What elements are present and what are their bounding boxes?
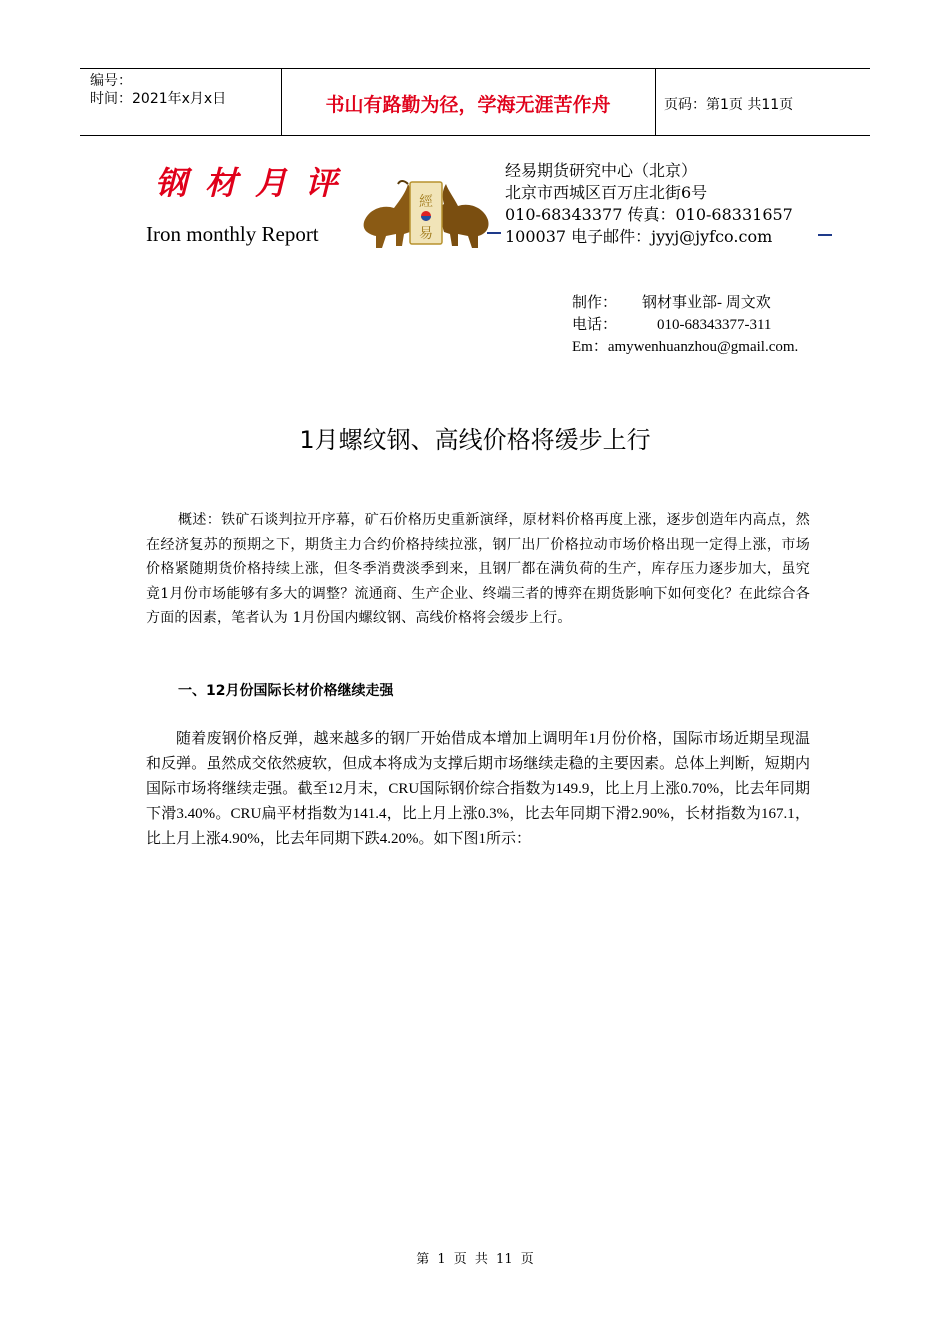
header-top-border <box>80 68 870 69</box>
logo-char-1: 經 <box>419 194 433 210</box>
contact-line-email: 100037 电子邮件：jyyj@jyfco.com <box>505 227 773 246</box>
section-heading: 一、12月份国际长材价格继续走强 <box>178 683 394 699</box>
contact-line-org: 经易期货研究中心（北京） <box>505 161 698 180</box>
email-label: Em： <box>572 339 608 355</box>
logo-char-2: 易 <box>419 226 433 242</box>
header-bottom-border <box>80 135 870 136</box>
document-title: 1月螺纹钢、高线价格将缓步上行 <box>299 426 651 454</box>
header-date-label: 时间：2021年x月x日 <box>90 91 227 107</box>
header-motto: 书山有路勤为径，学海无涯苦作舟 <box>325 94 611 116</box>
header-divider-right <box>655 68 656 136</box>
contact-block <box>505 160 793 248</box>
header-number-label: 编号： <box>90 73 132 89</box>
brand-title: 钢材月评 <box>155 164 356 202</box>
contact-line-phone: 010-68343377 传真：010-68331657 <box>505 205 793 224</box>
maker-label: 制作： <box>572 295 618 311</box>
phone-value: 010-68343377-311 <box>657 317 772 333</box>
header-meta <box>90 72 226 108</box>
phone-label: 电话： <box>572 317 618 333</box>
brand-subtitle: Iron monthly Report <box>146 222 319 246</box>
maker-value: 钢材事业部- 周文欢 <box>642 295 771 311</box>
summary-paragraph: 概述：铁矿石谈判拉开序幕，矿石价格历史重新演绎，原材料价格再度上涨，逐步创造年内高点，然在经济复苏的预期之下，期货主力合约价格持续拉涨，钢厂出厂价格拉动市场价格出现一定得上涨，市场价格紧随期货价格持续上涨，但冬季消费淡季到来，且钢厂都在满负荷的生产，库存压力逐步加大，虽究竟1月份市场能够有多大的调整？流通商、生产企业、终端三者的博弈在期货影响下如何变化？在此综合各方面的因素，笔者认为 1月份国内螺纹钢、高线价格将会缓步上行。 <box>146 512 810 626</box>
contact-line-address: 北京市西城区百万庄北街6号 <box>505 183 708 202</box>
author-block <box>572 292 798 358</box>
email-value[interactable]: amywenhuanzhou@gmail.com. <box>607 339 799 355</box>
decorative-dash <box>487 232 501 234</box>
decorative-dash <box>818 234 832 236</box>
header-page-label: 页码：第1页 共11页 <box>664 97 794 113</box>
section-body: 随着废钢价格反弹，越来越多的钢厂开始借成本增加上调明年1月份价格，国际市场近期呈现温和反弹。虽然成交依然疲软，但成本将成为支撑后期市场继续走稳的主要因素。总体上判断，短期内国际市场将继续走强。截至12月末，CRU国际钢价综合指数为149.9，比上月上涨0.70%，比去年同期下滑3.40%。CRU扁平材指数为141.4，比上月上涨0.3%，比去年同期下滑2.90%，长材指数为167.1，比上月上涨4.90%，比去年同期下跌4.20%。如下图1所示： <box>146 731 810 847</box>
page-footer: 第 1 页 共 11 页 <box>416 1252 534 1267</box>
bull-bear-logo-icon <box>358 176 494 252</box>
